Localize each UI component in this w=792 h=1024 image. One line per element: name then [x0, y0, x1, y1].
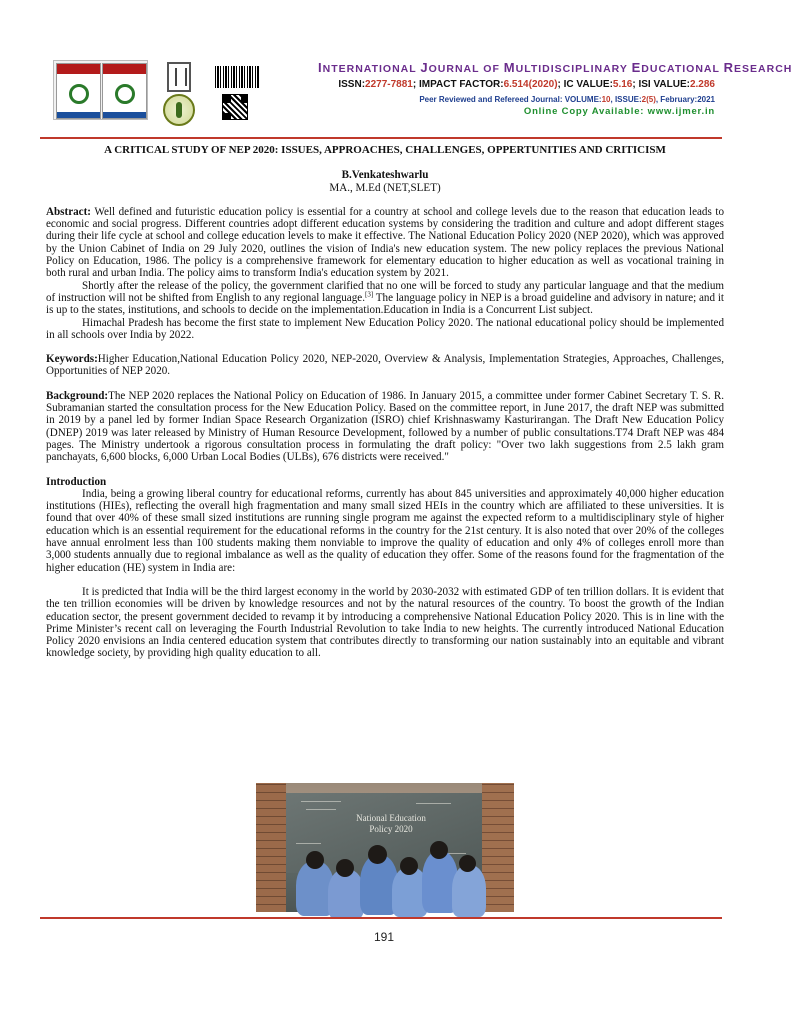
header-divider [40, 137, 722, 139]
author-qualification: MA., M.Ed (NET,SLET) [329, 181, 441, 194]
journal-title: INTERNATIONAL JOURNAL OF MULTIDISCIPLINARY EDUCATIONAL RESEARCH [318, 60, 792, 75]
journal-cover-image [56, 63, 101, 119]
journal-cover-thumbnails [53, 60, 148, 120]
abstract-paragraph-2: Shortly after the release of the policy, the government clarified that no one will be forced to study any particular language and that the medium of instruction will not be shifted from English to any regional language.[3] The language policy in NEP is a broad guideline and advisory in nature; and it is up to the states, institutions, and schools to decide on the implementation.Education in India is a Concurrent List subject. [46, 279, 724, 317]
author-name: B.Venkateshwarlu [341, 169, 429, 182]
keywords-label: Keywords: [46, 353, 98, 366]
issn-barcode [215, 66, 260, 88]
ijmer-seal-logo [163, 94, 195, 126]
abstract-label: Abstract: [46, 205, 91, 218]
introduction-paragraph-2: It is predicted that India will be the third largest economy in the world by 2030-2032 with estimated GDP of ten trillion dollars. It is evident that the ten trillion economies will be driven by knowledge resources and not by the natural resources of the country. To boost the growth of the Indian education sector, the present government decided to revamp it by introducing a comprehensive National Education Policy 2020. This is in line with the Prime Minister’s recent call on leveraging the Fourth Industrial Revolution to take India to new heights. The currently introduced National Education Policy 2020 envisions an India centered education system that contributes directly to transforming our nation sustainably into an equitable and vibrant knowledge society, by providing high quality education to all. [46, 585, 724, 660]
introduction-heading: Introduction [46, 475, 107, 488]
footer-divider [40, 917, 722, 919]
background-label: Background: [46, 389, 109, 402]
issn-impact-line: ISSN:2277-7881; IMPACT FACTOR:6.514(2020); IC VALUE:5.16; ISI VALUE:2.286 [338, 79, 715, 90]
journal-cover-image [102, 63, 147, 119]
classroom-photo [256, 783, 514, 912]
citation-ref: [3] [364, 290, 374, 299]
keywords-paragraph: Keywords:Higher Education,National Education Policy 2020, NEP-2020, Overview & Analysis, Implementation Strategies, Approaches, Challenges, Opportunities of NEP 2020. [46, 353, 724, 378]
abstract-paragraph-3: Himachal Pradesh has become the first state to implement New Education Policy 2020. The national educational policy should be implemented in all schools over India by 2022. [46, 316, 724, 341]
peer-reviewed-line: Peer Reviewed and Refereed Journal: VOLUME:10, ISSUE:2(5), February:2021 [419, 95, 715, 104]
online-copy-line: Online Copy Available: www.ijmer.in [523, 106, 715, 117]
abstract-paragraph: Abstract: Well defined and futuristic education policy is essential for a country at school and college levels due to the reason that education leads to economic and social progress. Different countries adopt different education systems by considering the tradition and culture and adopt different stages during their life cycle at school and college education levels to make it effective. The National Education Policy 2020 (NEP 2020), which was approved by the Union Cabinet of India on 29 July 2020, outlines the vision of India's new education system. The new policy replaces the previous National Policy on Education, 1986. The policy is a comprehensive framework for elementary education to higher education as well as vocational training in both rural and urban India. The policy aims to transform India's education system by 2021. [46, 205, 724, 280]
background-paragraph: Background:The NEP 2020 replaces the National Policy on Education of 1986. In January 2015, a committee under former Cabinet Secretary T. S. R. Subramanian started the consultation process for the New Education Policy. Based on the committee report, in June 2017, the draft NEP was submitted in 2019 by a panel led by former Indian Space Research Organization (ISRO) chief Krishnaswamy Kasturirangan. The Draft New Education Policy (DNEP) 2019 was later released by Ministry of Human Resource Development, followed by a number of public consultations.T74 Draft NEP was 484 pages. The Ministry undertook a rigorous consultation process in formulating the draft policy: "Over two lakh suggestions from 2.5 lakh gram panchayats, 6,600 blocks, 6,000 Urban Local Bodies (ULBs), 676 districts were received." [46, 389, 724, 464]
paper-title: A CRITICAL STUDY OF NEP 2020: ISSUES, APPROACHES, CHALLENGES, OPPERTUNITIES AND CRITICISM [104, 144, 666, 156]
introduction-paragraph-1: India, being a growing liberal country for educational reforms, currently has about 845 universities and approximately 40,000 higher education institutions (HIEs), reflecting the overall high fragmentation and many small sized HEIs in the country which are affiliated to these universities. It is found that over 40% of these small sized institutions are running single program me against the expected reform to a multidisciplinary style of higher education which is an essential requirement for the educational reforms in the country for the 21st century. It is also noted that over 20% of the colleges have annual enrolment less than 100 students making them nonviable to improve the quality of education and only 4% of colleges enroll more than 3,000 students annually due to regional imbalance as well as the quality of education they offer. Some of the reasons found for the fragmentation of the higher education (HE) system in India are: [46, 487, 724, 574]
page-number: 191 [373, 930, 395, 944]
chalkboard-text: National Education Policy 2020 [356, 813, 426, 834]
issn-logo [167, 62, 191, 92]
article-body [46, 144, 724, 660]
qr-code [222, 94, 248, 120]
